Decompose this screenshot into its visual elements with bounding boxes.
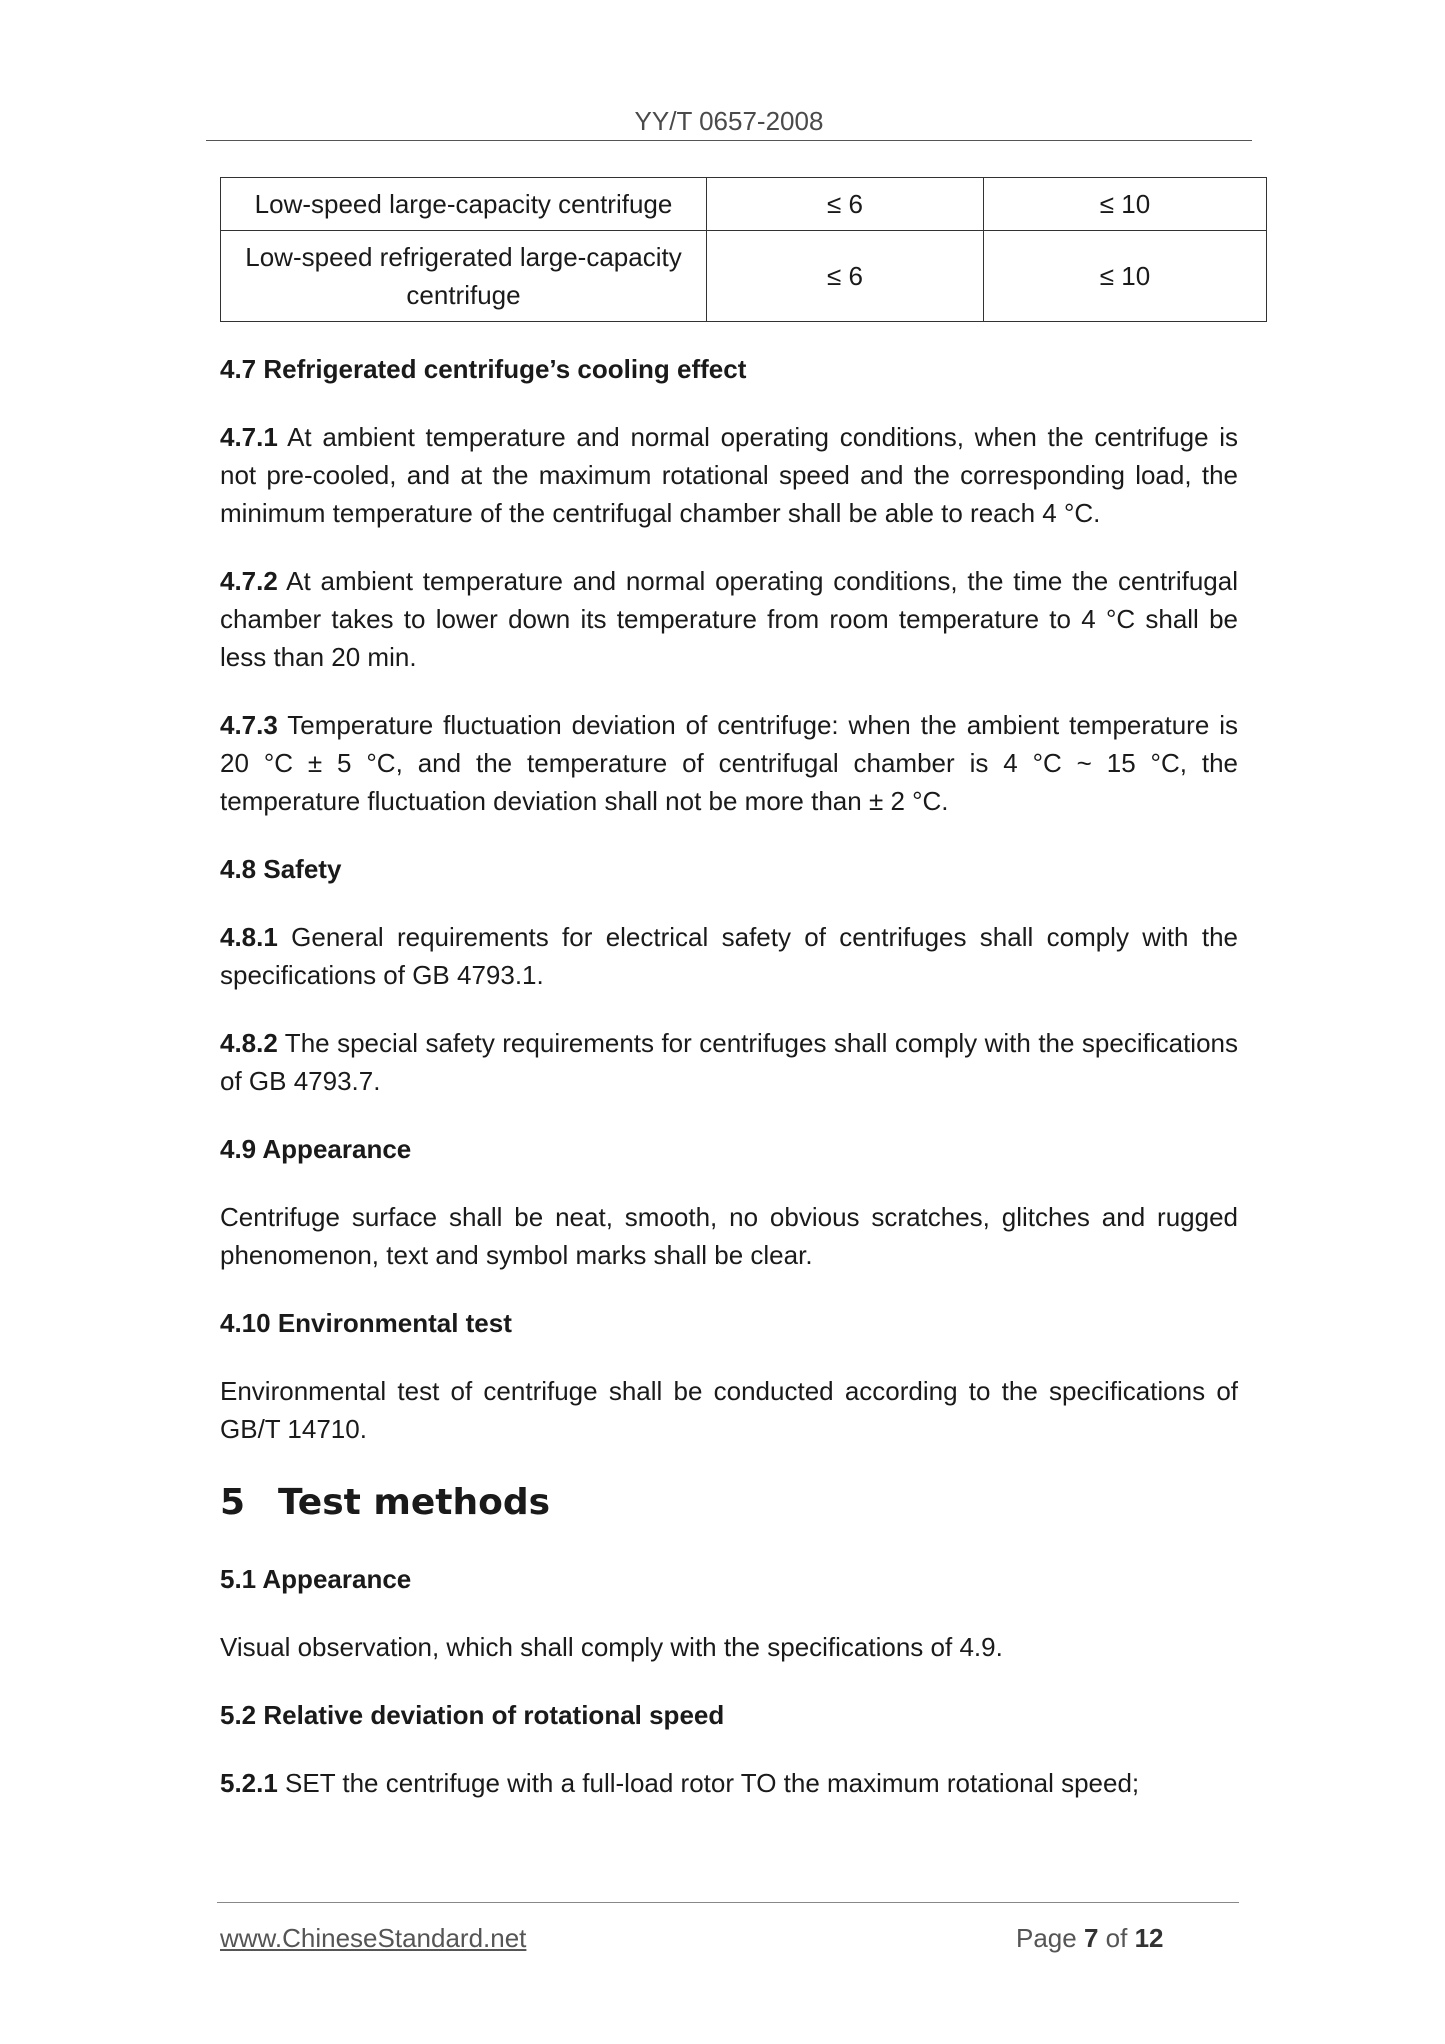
clause-number: 5.2.1 bbox=[220, 1768, 278, 1798]
document-body bbox=[220, 350, 1238, 1802]
table-row bbox=[221, 231, 1267, 322]
section-heading-4-9: 4.9 Appearance bbox=[220, 1134, 412, 1164]
clause-4-8-2 bbox=[220, 1024, 1238, 1100]
page-prefix: Page bbox=[1016, 1923, 1084, 1953]
section-heading-5-1: 5.1 Appearance bbox=[220, 1564, 412, 1594]
clause-4-8-1 bbox=[220, 918, 1238, 994]
paragraph-4-10: Environmental test of centrifuge shall be conducted according to the specifications of GB/T 14710. bbox=[220, 1376, 1238, 1444]
clause-text: At ambient temperature and normal operating conditions, the time the centrifugal chamber takes to lower down its temperature from room temperature to 4 °C shall be less than 20 min. bbox=[220, 566, 1238, 672]
clause-number: 4.7.2 bbox=[220, 566, 278, 596]
page-current: 7 bbox=[1083, 1923, 1099, 1953]
page-total: 12 bbox=[1134, 1923, 1164, 1953]
clause-text: General requirements for electrical safety of centrifuges shall comply with the specifications of GB 4793.1. bbox=[220, 922, 1238, 990]
section-heading-4-7: 4.7 Refrigerated centrifuge’s cooling effect bbox=[220, 354, 747, 384]
footer-page-number bbox=[1016, 1921, 1163, 1955]
clause-text: At ambient temperature and normal operating conditions, when the centrifuge is not pre-cooled, and at the maximum rotational speed and the corresponding load, the minimum temperature of the centrifugal chamber shall be able to reach 4 °C. bbox=[220, 422, 1238, 528]
paragraph-4-9: Centrifuge surface shall be neat, smooth, no obvious scratches, glitches and rugged phenomenon, text and symbol marks shall be clear. bbox=[220, 1202, 1238, 1270]
clause-text: The special safety requirements for centrifuges shall comply with the specifications of GB 4793.7. bbox=[220, 1028, 1238, 1096]
footer-website-link[interactable]: www.ChineseStandard.net bbox=[220, 1923, 527, 1953]
clause-4-7-1 bbox=[220, 418, 1238, 532]
chapter-heading-5 bbox=[220, 1478, 1238, 1528]
page-header-title: YY/T 0657-2008 bbox=[634, 106, 824, 136]
table-row bbox=[221, 178, 1267, 231]
section-heading-4-10: 4.10 Environmental test bbox=[220, 1308, 512, 1338]
table-cell-value: ≤ 10 bbox=[984, 231, 1267, 322]
clause-number: 4.8.2 bbox=[220, 1028, 278, 1058]
table-cell-name: Low-speed refrigerated large-capacity centrifuge bbox=[221, 231, 707, 322]
clause-number: 4.7.3 bbox=[220, 710, 278, 740]
chapter-title: Test methods bbox=[278, 1482, 551, 1523]
footer-rule bbox=[217, 1902, 1239, 1903]
clause-4-7-3 bbox=[220, 706, 1238, 820]
clause-text: Temperature fluctuation deviation of centrifuge: when the ambient temperature is 20 °C ± 5 °C, and the temperature of centrifugal chamber is 4 °C ~ 15 °C, the temperature fluctuation deviation shall not be more than ± 2 °C. bbox=[220, 710, 1238, 816]
header-rule bbox=[206, 140, 1252, 141]
paragraph-5-1: Visual observation, which shall comply with the specifications of 4.9. bbox=[220, 1632, 1003, 1662]
clause-number: 4.8.1 bbox=[220, 922, 278, 952]
spec-table bbox=[220, 177, 1267, 322]
table-cell-value: ≤ 6 bbox=[707, 231, 984, 322]
clause-text: SET the centrifuge with a full-load rotor TO the maximum rotational speed; bbox=[277, 1768, 1140, 1798]
table-cell-value: ≤ 10 bbox=[984, 178, 1267, 231]
section-heading-5-2: 5.2 Relative deviation of rotational speed bbox=[220, 1700, 725, 1730]
table-cell-value: ≤ 6 bbox=[707, 178, 984, 231]
clause-5-2-1 bbox=[220, 1764, 1238, 1802]
clause-number: 4.7.1 bbox=[220, 422, 278, 452]
section-heading-4-8: 4.8 Safety bbox=[220, 854, 342, 884]
table-cell-name: Low-speed large-capacity centrifuge bbox=[221, 178, 707, 231]
chapter-number: 5 bbox=[220, 1482, 246, 1523]
clause-4-7-2 bbox=[220, 562, 1238, 676]
page-of: of bbox=[1098, 1923, 1135, 1953]
